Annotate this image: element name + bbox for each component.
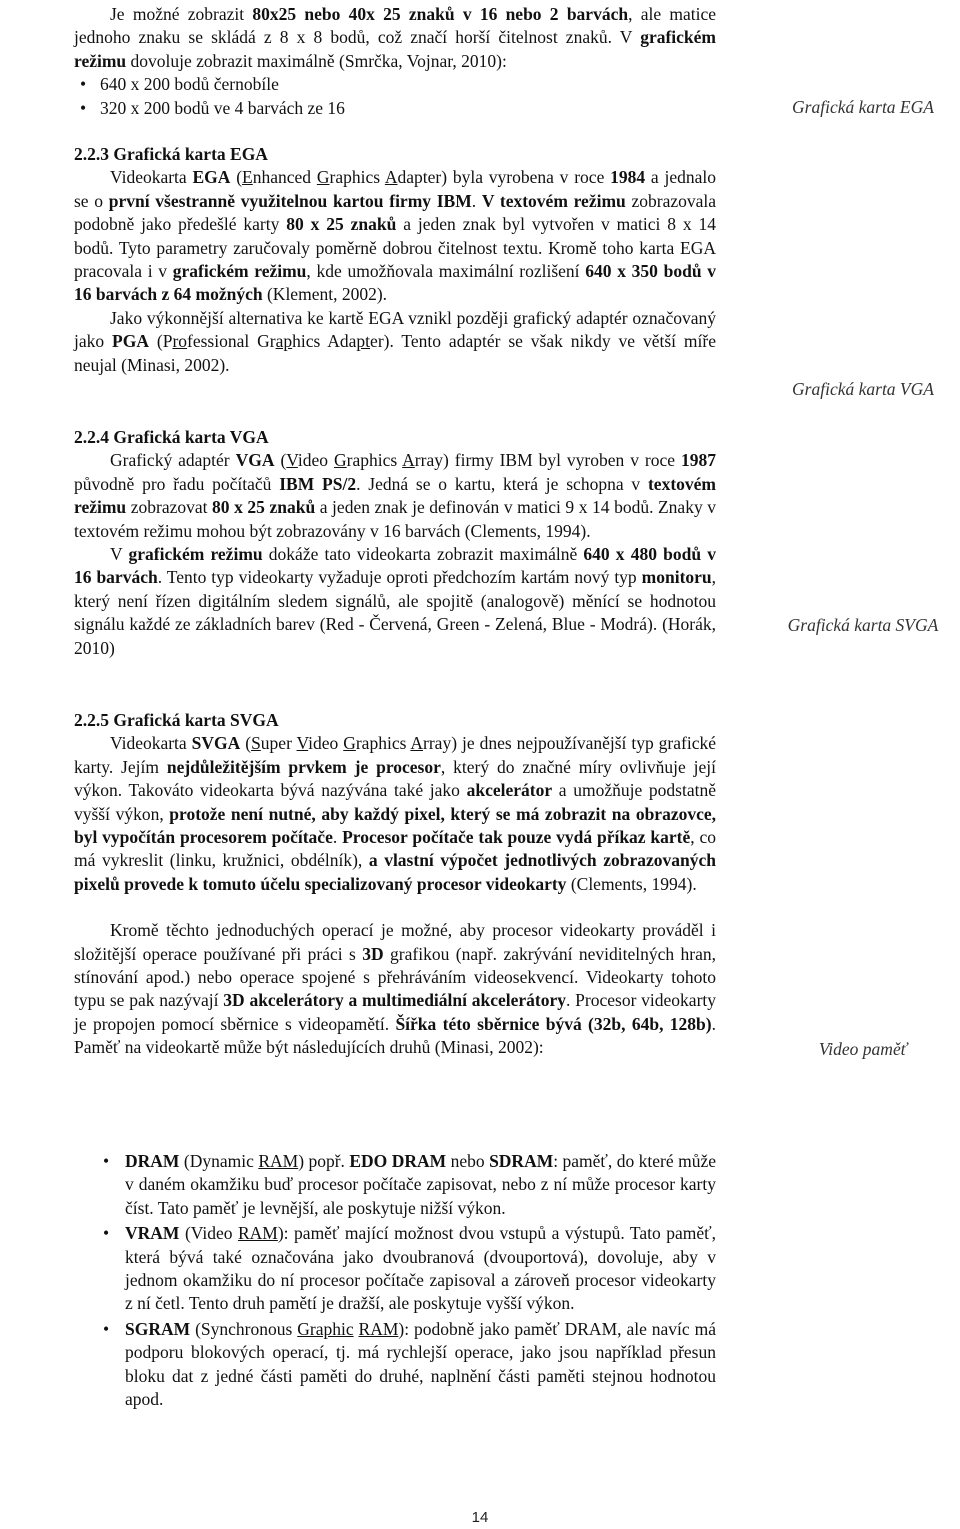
vga-paragraph-2: V grafickém režimu dokáže tato videokarta zobrazit maximálně 640 x 480 bodů v 16 barvách. Tento typ videokarty vyžaduje oproti předchozím kartám nový typ monitoru, který není řízen digitálním sledem signálů, ale spojitě (analogově) měnící se hodnotou signálu každé ze základních barev (Red - Červená, Green - Zelená, Blue - Modrá). (Horák, 2010) [74, 544, 717, 658]
list-item-sgram: • SGRAM (Synchronous Graphic RAM): podobně jako paměť DRAM, ale navíc má podporu blokových operací, tj. má rychlejší operace, jako jsou například přesun bloku dat z jedné části paměti do druhé, naplnění části paměti stejnou hodnotou apod. [74, 1318, 716, 1412]
ega-section [74, 143, 716, 377]
ega-paragraph-2: Jako výkonnější alternativa ke kartě EGA vznikl později grafický adaptér označovaný jako PGA (Professional Graphics Adapter). Tento adaptér se však nikdy ve větší míře neujal (Minasi, 2002). [74, 307, 716, 375]
page-number: 14 [471, 1509, 489, 1526]
intro-paragraph: Je možné zobrazit 80x25 nebo 40x 25 znaků v 16 nebo 2 barvách, ale matice jednoho znaku se skládá z 8 x 8 bodů, což značí horší čitelnost znaků. V grafickém režimu dovoluje zobrazit maximálně (Smrčka, Vojnar, 2010): [74, 4, 716, 71]
margin-note-video-memory: Video paměť [818, 1039, 908, 1059]
svga-paragraph-2: Kromě těchto jednoduchých operací je možné, aby procesor videokarty prováděl i složitější operace používané při práci s 3D grafikou (např. zakrývání neviditelných hran, stínování apod.) nebo operace spojené s přehráváním videosekvencí. Videokarty tohoto typu se pak nazývají 3D akcelerátory a multimediální akcelerátory. Procesor videokarty je propojen pomocí sběrnice s videopamětí. Šířka této sběrnice bývá (32b, 64b, 128b). Paměť na videokartě může být následujících druhů (Minasi, 2002): [74, 920, 717, 1058]
ega-paragraph-1: Videokarta EGA (Enhanced Graphics Adapter) byla vyrobena v roce 1984 a jednalo se o první všestranně využitelnou kartou firmy IBM. V textovém režimu zobrazovala podobně jako předešlé karty 80 x 25 znaků a jeden znak byl vytvořen v matici 8 x 14 bodů. Tyto parametry zaručovaly poměrně dobrou čitelnost textu. Kromě toho karta EGA pracovala i v grafickém režimu, kde umožňovala maximální rozlišení 640 x 350 bodů v 16 barvách z 64 možných (Klement, 2002). [74, 167, 717, 305]
margin-note-ega: Grafická karta EGA [792, 97, 934, 117]
memory-types-section [74, 1150, 716, 1413]
svga-paragraph-1: Videokarta SVGA (Super Video Graphics Array) je dnes nejpoužívanější typ grafické karty. Jejím nejdůležitějším prvkem je procesor, který do značné míry ovlivňuje její výkon. Takováto videokarta bývá nazývána také jako akcelerátor a umožňuje podstatně vyšší výkon, protože není nutné, aby každý pixel, který se má zobrazit na obrazovce, byl vypočítán procesorem počítače. Procesor počítače tak pouze vydá příkaz kartě, co má vykreslit (linku, kružnici, obdélník), a vlastní výpočet jednotlivých zobrazovaných pixelů provede k tomuto účelu specializovaný procesor videokarty (Clements, 1994). [74, 733, 717, 894]
section-heading-vga: 2.2.4 Grafická karta VGA [74, 427, 269, 447]
margin-note-vga: Grafická karta VGA [792, 379, 934, 399]
list-item-dram: • DRAM (Dynamic RAM) popř. EDO DRAM nebo SDRAM: paměť, do které může v daném okamžiku buď procesor počítače zapisovat, nebo z ní může procesor karty číst. Tato paměť je levnější, ale poskytuje nižší výkon. [74, 1150, 716, 1220]
svga-section [74, 709, 716, 1060]
list-item: • 640 x 200 bodů černobíle [74, 73, 716, 96]
list-item-vram: • VRAM (Video RAM): paměť mající možnost dvou vstupů a výstupů. Tato paměť, která bývá také označována jako dvoubranová (dvouportová), dovoluje, aby v jednom okamžiku do ní procesor počítače zapisoval a zároveň procesor videokarty z ní četl. Tento druh pamětí je dražší, ale poskytuje vyšší výkon. [74, 1222, 716, 1316]
memory-types-list [74, 1150, 716, 1411]
vga-paragraph-1: Grafický adaptér VGA (Video Graphics Array) firmy IBM byl vyroben v roce 1987 původně pro řadu počítačů IBM PS/2. Jedná se o kartu, která je schopna v textovém režimu zobrazovat 80 x 25 znaků a jeden znak je definován v matici 9 x 14 bodů. Znaky v textovém režimu mohou být zobrazovány v 16 barvách (Clements, 1994). [74, 450, 717, 541]
vga-section [74, 426, 716, 660]
intro-bullet-list [74, 73, 716, 120]
margin-note-svga: Grafická karta SVGA [787, 615, 939, 635]
list-item: • 320 x 200 bodů ve 4 barvách ze 16 [74, 97, 716, 120]
section-heading-ega: 2.2.3 Grafická karta EGA [74, 144, 268, 164]
section-heading-svga: 2.2.5 Grafická karta SVGA [74, 710, 279, 730]
intro-section [74, 3, 716, 120]
